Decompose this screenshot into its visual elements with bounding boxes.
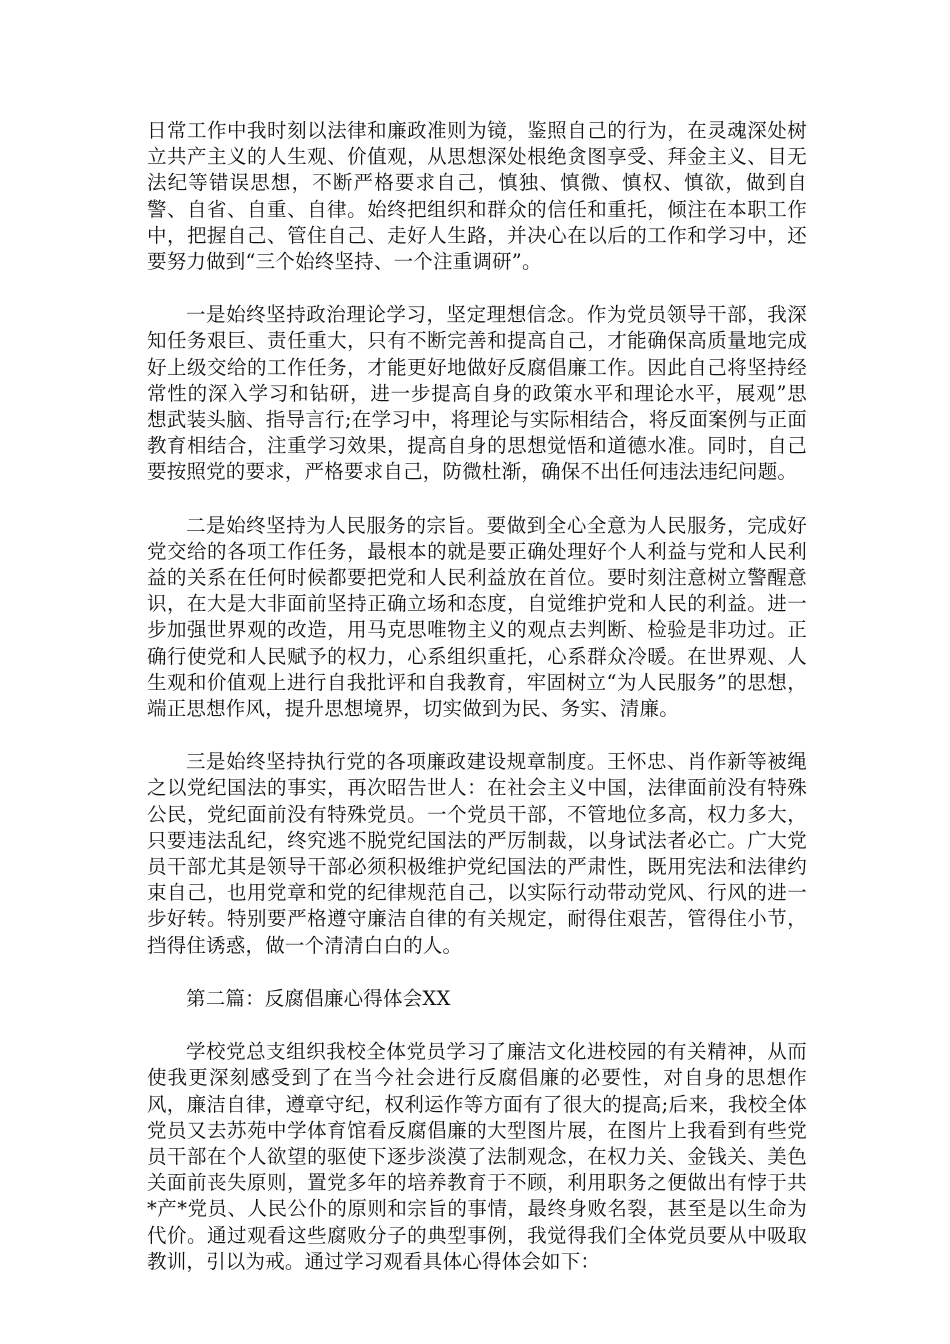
point-one-paragraph: 一是始终坚持政治理论学习，坚定理想信念。作为党员领导干部，我深知任务艰巨、责任重大，只有不断完善和提高自己，才能确保高质量地完成好上级交给的工作任务，才能更好地做好反腐倡廉工作。因此自己将坚持经常性的深入学习和钻研，进一步提高自身的政策水平和理论水平，展观”思想武装头脑、指导言行;在学习中，将理论与实际相结合，将反面案例与正面教育相结合，注重学习效果，提高自身的思想觉悟和道德水准。同时，自己要按照党的要求，严格要求自己，防微杜渐，确保不出任何违法违纪问题。 bbox=[147, 303, 807, 484]
section-title: 第二篇：反腐倡廉心得体会XX bbox=[186, 986, 451, 1010]
point-three-paragraph: 三是始终坚持执行党的各项廉政建设规章制度。王怀忠、肖作新等被绳之以党纪国法的事实，再次昭告世人：在社会主义中国，法律面前没有特殊公民，党纪面前没有特殊党员。一个党员干部，不管地位多高，权力多大，只要违法乱纪，终究逃不脱党纪国法的严厉制裁，以身试法者必亡。广大党员干部尤其是领导干部必须积极维护党纪国法的严肃性，既用宪法和法律约束自己，也用党章和党的纪律规范自己，以实际行动带动党风、行风的进一步好转。特别要严格遵守廉洁自律的有关规定，耐得住艰苦，管得住小节，挡得住诱惑，做一个清清白白的人。 bbox=[147, 750, 807, 957]
point-two-paragraph: 二是始终坚持为人民服务的宗旨。要做到全心全意为人民服务，完成好党交给的各项工作任务，最根本的就是要正确处理好个人利益与党和人民利益的关系在任何时候都要把党和人民利益放在首位。要时刻注意树立警醒意识，在大是大非面前坚持正确立场和态度，自觉维护党和人民的利益。进一步加强世界观的改造，用马克思唯物主义的观点去判断、检验是非功过。正确行使党和人民赋予的权力，心系组织重托，心系群众冷暖。在世界观、人生观和价值观上进行自我批评和自我教育，牢固树立“为人民服务”的思想，端正思想作风，提升思想境界，切实做到为民、务实、清廉。 bbox=[147, 513, 807, 721]
intro-paragraph: 日常工作中我时刻以法律和廉政准则为镜，鉴照自己的行为，在灵魂深处树立共产主义的人生观、价值观，从思想深处根绝贪图享受、拜金主义、目无法纪等错误思想，不断严格要求自己，慎独、慎微、慎权、慎欲，做到自警、自省、自重、自律。始终把组织和群众的信任和重托，倾注在本职工作中，把握自己、管住自己、走好人生路，并决心在以后的工作和学习中，还要努力做到“三个始终坚持、一个注重调研”。 bbox=[147, 119, 807, 274]
section-paragraph: 学校党总支组织我校全体党员学习了廉洁文化进校园的有关精神，从而使我更深刻感受到了在当今社会进行反腐倡廉的必要性，对自身的思想作风，廉洁自律，遵章守纪，权利运作等方面有了很大的提高;后来，我校全体党员又去苏苑中学体育馆看反腐倡廉的大型图片展，在图片上我看到有些党员干部在个人欲望的驱使下逐步淡漠了法制观念，在权力关、金钱关、美色关面前丧失原则，置党多年的培养教育于不顾，利用职务之便做出有悖于共*产*党员、人民公仆的原则和宗旨的事情，最终身败名裂，甚至是以生命为代价。通过观看这些腐败分子的典型事例，我觉得我们全体党员要从中吸取教训，引以为戒。通过学习观看具体心得体会如下： bbox=[147, 1040, 807, 1273]
document-body bbox=[147, 118, 807, 1302]
